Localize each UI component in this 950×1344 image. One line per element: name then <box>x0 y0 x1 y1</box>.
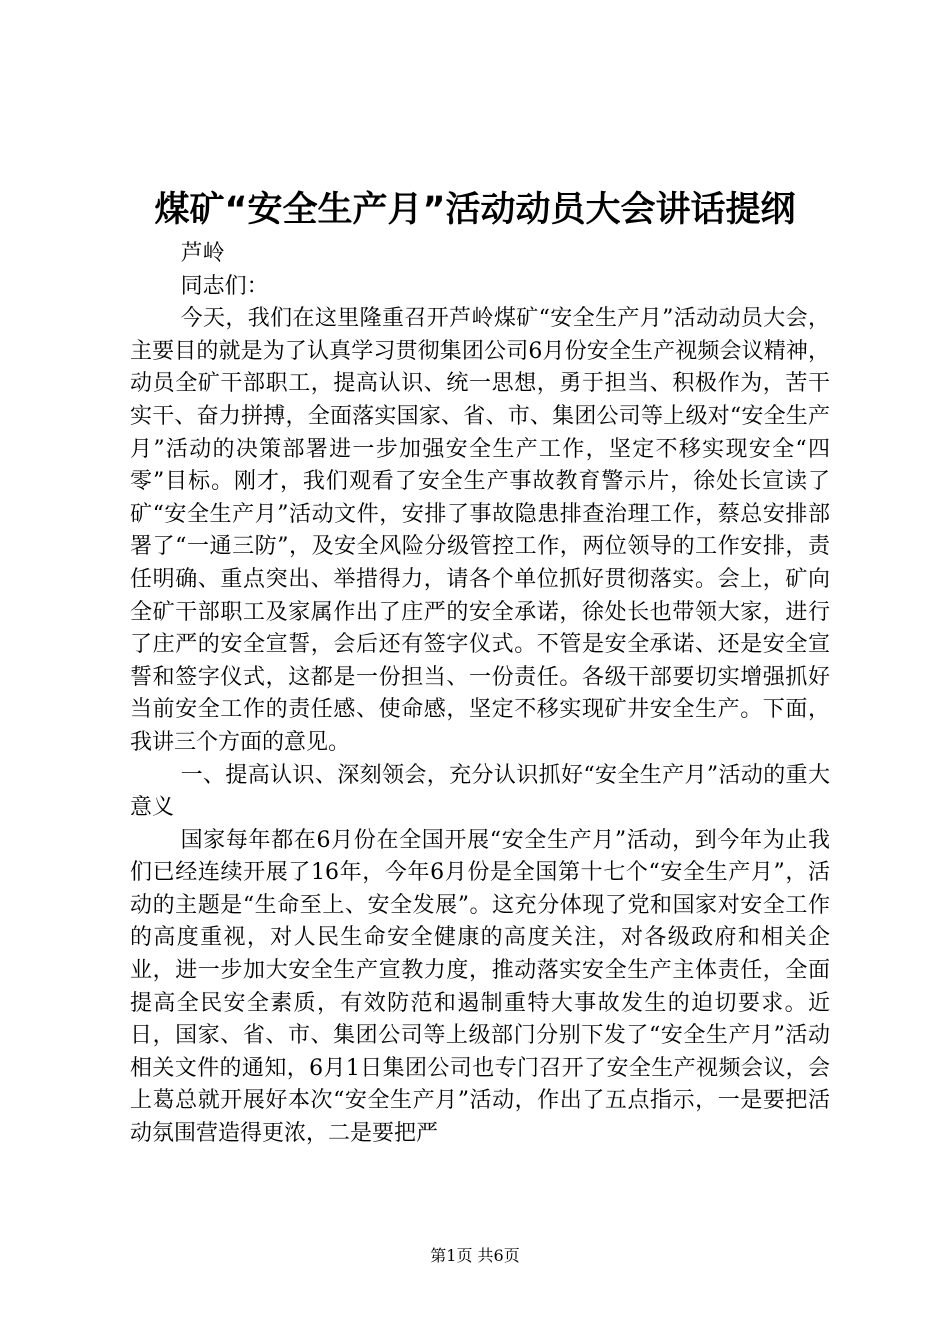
document-title: 煤矿“安全生产月”活动动员大会讲话提纲 <box>154 190 796 230</box>
paragraph-section-1: 国家每年都在6月份在全国开展“安全生产月”活动，到今年为止我们已经连续开展了16年，今年6月份是全国第十七个“安全生产月”，活动的主题是“生命至上、安全发展”。这充分体现了党和国家对安全工作的高度重视，对人民生命安全健康的高度关注，对各级政府和相关企业，进一步加大安全生产宣教力度，推动落实安全生产主体责任，全面提高全民安全素质，有效防范和遏制重特大事故发生的迫切要求。近日，国家、省、市、集团公司等上级部门分别下发了“安全生产月”活动相关文件的通知，6月1日集团公司也专门召开了安全生产视频会议，会上葛总就开展好本次“安全生产月”活动，作出了五点指示，一是要把活动氛围营造得更浓，二是要把严 <box>130 827 830 1147</box>
paragraph-intro: 今天，我们在这里隆重召开芦岭煤矿“安全生产月”活动动员大会，主要目的就是为了认真学习贯彻集团公司6月份安全生产视频会议精神，动员全矿干部职工，提高认识、统一思想，勇于担当、积极作为，苦干实干、奋力拼搏，全面落实国家、省、市、集团公司等上级对“安全生产月”活动的决策部署进一步加强安全生产工作，坚定不移实现安全“四零”目标。刚才，我们观看了安全生产事故教育警示片，徐处长宣读了矿“安全生产月”活动文件，安排了事故隐患排查治理工作，蔡总安排部署了“一通三防”，及安全风险分级管控工作，两位领导的工作安排，责任明确、重点突出、举措得力，请各个单位抓好贯彻落实。会上，矿向全矿干部职工及家属作出了庄严的安全承诺，徐处长也带领大家，进行了庄严的安全宣誓，会后还有签字仪式。不管是安全承诺、还是安全宣誓和签字仪式，这都是一份担当、一份责任。各级干部要切实增强抓好当前安全工作的责任感、使命感，坚定不移实现矿井安全生产。下面，我讲三个方面的意见。 <box>130 306 830 755</box>
greeting-line: 同志们： <box>180 273 269 299</box>
author-line: 芦岭 <box>180 241 225 266</box>
document-body <box>130 238 830 1151</box>
page-footer: 第1页 共6页 <box>430 1246 520 1265</box>
section-heading-1: 一、提高认识、深刻领会，充分认识抓好“安全生产月”活动的重大意义 <box>130 762 830 821</box>
